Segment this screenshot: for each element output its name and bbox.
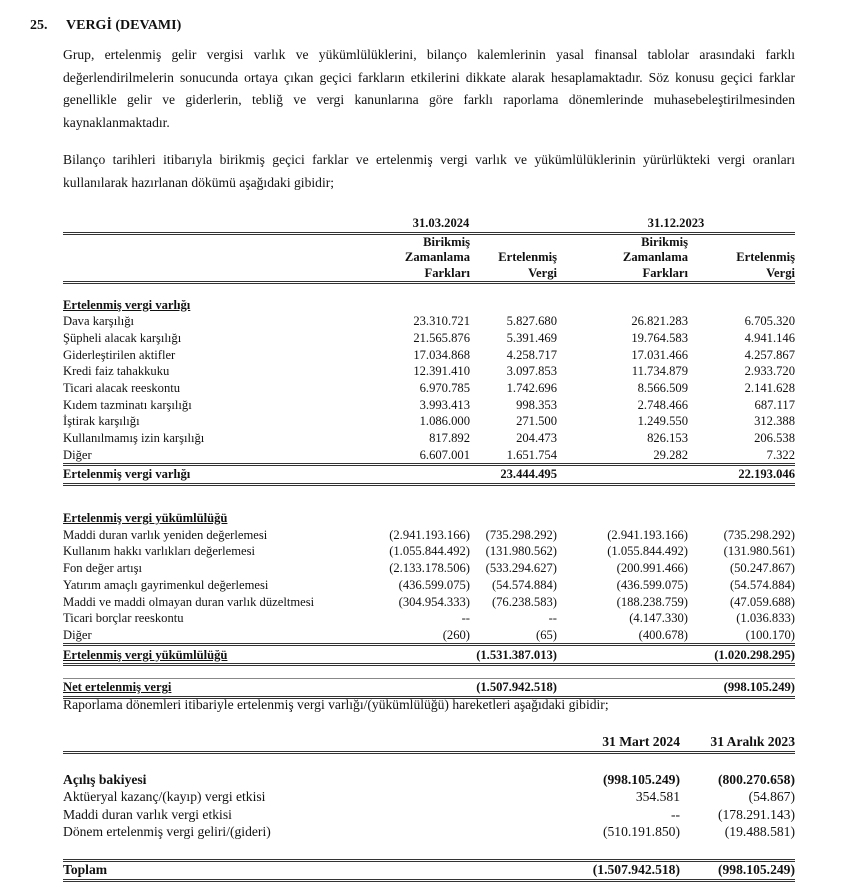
value-cell: 204.473 xyxy=(516,431,557,446)
value-cell: (76.238.583) xyxy=(491,594,557,609)
value-cell: 19.764.583 xyxy=(631,330,688,345)
value-cell: (200.991.466) xyxy=(616,561,688,576)
total-value xyxy=(325,645,470,665)
assets-section-title xyxy=(63,296,795,313)
column-header xyxy=(688,233,795,250)
column-header: Zamanlama xyxy=(622,250,688,265)
row-label: Diğer xyxy=(63,447,92,462)
value-cell: (436.599.075) xyxy=(398,577,470,592)
row-label: Dava karşılığı xyxy=(63,314,134,329)
row-label: Dönem ertelenmiş vergi geliri/(gideri) xyxy=(63,824,271,840)
row-label: Kıdem tazminatı karşılığı xyxy=(63,397,192,412)
table-row xyxy=(63,543,795,560)
blank-cell xyxy=(63,484,795,498)
value-cell: 2.141.628 xyxy=(744,380,795,395)
value-cell: 354.581 xyxy=(635,789,680,805)
row-label: Ticari alacak reeskontu xyxy=(63,380,181,395)
total-value xyxy=(557,465,688,485)
value-cell: 5.391.469 xyxy=(506,330,557,345)
value-cell: 4.258.717 xyxy=(506,347,557,362)
section-heading: VERGİ (DEVAMI) xyxy=(66,18,182,33)
liabilities-title: Ertelenmiş vergi yükümlülüğü xyxy=(63,511,228,526)
value-cell: 4.257.867 xyxy=(744,347,795,362)
value-cell: (4.147.330) xyxy=(629,611,688,626)
value-cell: 11.734.879 xyxy=(631,364,688,379)
table-row xyxy=(63,806,795,824)
total-value: 22.193.046 xyxy=(688,465,795,485)
row-label: Yatırım amaçlı gayrimenkul değerlemesi xyxy=(63,577,269,592)
row-label: Diğer xyxy=(63,627,92,642)
period-header: 31.03.2024 xyxy=(325,215,557,233)
blank-cell xyxy=(63,498,795,510)
value-cell: 817.892 xyxy=(429,431,470,446)
value-cell: (54.574.884) xyxy=(729,577,795,592)
table-row xyxy=(63,413,795,430)
value-cell: (178.291.143) xyxy=(717,806,795,822)
table-row xyxy=(63,577,795,594)
value-cell: 23.310.721 xyxy=(413,314,470,329)
value-cell: (47.059.688) xyxy=(729,594,795,609)
blank-cell xyxy=(63,215,325,233)
table-row xyxy=(63,560,795,577)
row-label: Aktüeryal kazanç/(kayıp) vergi etkisi xyxy=(63,789,266,805)
value-cell: (304.954.333) xyxy=(398,594,470,609)
value-cell: -- xyxy=(548,611,557,626)
table-row xyxy=(63,593,795,610)
value-cell: 17.034.868 xyxy=(413,347,470,362)
value-cell: (1.055.844.492) xyxy=(607,544,688,559)
spacer-row xyxy=(63,752,795,771)
column-header: Birikmiş xyxy=(641,234,688,249)
value-cell: (1.055.844.492) xyxy=(389,544,470,559)
liabilities-total-row xyxy=(63,645,795,665)
value-cell: (2.133.178.506) xyxy=(389,561,470,576)
value-cell: 4.941.146 xyxy=(744,330,795,345)
blank-cell xyxy=(63,841,795,860)
row-label: Açılış bakiyesi xyxy=(63,771,147,787)
movement-total-row xyxy=(63,860,795,881)
value-cell: (100.170) xyxy=(745,627,795,642)
column-header xyxy=(470,233,557,250)
value-cell: 998.353 xyxy=(516,397,557,412)
breakdown-paragraph: Bilanço tarihleri itibarıyla birikmiş geçici farklar ve ertelenmiş vergi varlık ve yükümlülüklerinin yürürlükteki vergi oranları kullanılarak hazırlanan dökümü aşağıdaki gibidir; xyxy=(63,152,795,190)
value-cell: (735.298.292) xyxy=(723,527,795,542)
value-cell: 26.821.283 xyxy=(631,314,688,329)
value-cell: 7.322 xyxy=(766,447,795,462)
row-label: Maddi ve maddi olmayan duran varlık düzeltmesi xyxy=(63,594,315,609)
blank-cell xyxy=(63,233,325,250)
net-label: Net ertelenmiş vergi xyxy=(63,678,325,697)
liabilities-section-title xyxy=(63,510,795,527)
spacer-row xyxy=(63,841,795,860)
deferred-tax-table xyxy=(63,215,795,699)
movement-paragraph: Raporlama dönemleri itibariyle ertelenmiş vergi varlığı/(yükümlülüğü) hareketleri aşağıdaki gibidir; xyxy=(63,697,609,712)
column-header: Farkları xyxy=(557,266,688,283)
value-cell: 6.705.320 xyxy=(744,314,795,329)
table-row xyxy=(63,396,795,413)
value-cell: -- xyxy=(670,806,680,822)
table-row xyxy=(63,610,795,627)
row-label: Giderleştirilen aktifler xyxy=(63,347,176,362)
table-row xyxy=(63,346,795,363)
value-cell: 17.031.466 xyxy=(631,347,688,362)
value-cell: (131.980.562) xyxy=(485,544,557,559)
blank-cell xyxy=(63,664,795,678)
blank-cell xyxy=(63,733,553,752)
column-header: Ertelenmiş xyxy=(736,250,795,265)
table-row xyxy=(63,363,795,380)
assets-total-row xyxy=(63,465,795,485)
blank-cell xyxy=(63,266,325,283)
column-header: Ertelenmiş xyxy=(498,250,557,265)
column-header: Farkları xyxy=(325,266,470,283)
table-row xyxy=(63,330,795,347)
value-cell: 12.391.410 xyxy=(413,364,470,379)
spacer-row xyxy=(63,484,795,498)
value-cell: 8.566.509 xyxy=(637,380,688,395)
blank-cell xyxy=(63,283,795,297)
spacer-row xyxy=(63,283,795,297)
value-cell: (188.238.759) xyxy=(616,594,688,609)
total-label: Ertelenmiş vergi varlığı xyxy=(63,465,325,485)
value-cell: (54.574.884) xyxy=(491,577,557,592)
value-cell: (2.941.193.166) xyxy=(389,527,470,542)
net-value: (998.105.249) xyxy=(688,678,795,697)
value-cell: -- xyxy=(461,611,470,626)
movement-table xyxy=(63,733,795,882)
row-label: Fon değer artışı xyxy=(63,561,143,576)
spacer-row xyxy=(63,664,795,678)
blank-cell xyxy=(63,752,795,771)
value-cell: 5.827.680 xyxy=(506,314,557,329)
value-cell: 687.117 xyxy=(754,397,795,412)
column-header: 31 Aralık 2023 xyxy=(680,733,795,752)
value-cell: 312.388 xyxy=(754,414,795,429)
column-header-row xyxy=(63,266,795,283)
value-cell: (260) xyxy=(442,627,470,642)
value-cell: (436.599.075) xyxy=(616,577,688,592)
value-cell: 206.538 xyxy=(754,431,795,446)
assets-title: Ertelenmiş vergi varlığı xyxy=(63,297,191,312)
total-value: (998.105.249) xyxy=(680,860,795,881)
value-cell: (54.867) xyxy=(748,789,795,805)
spacer-row xyxy=(63,498,795,510)
blank-cell xyxy=(63,250,325,266)
column-header: Vergi xyxy=(470,266,557,283)
value-cell: 1.249.550 xyxy=(637,414,688,429)
row-label: Şüpheli alacak karşılığı xyxy=(63,330,182,345)
value-cell: (533.294.627) xyxy=(485,561,557,576)
column-header-row xyxy=(63,233,795,250)
value-cell: (998.105.249) xyxy=(602,771,680,787)
total-label: Toplam xyxy=(63,860,553,881)
value-cell: (2.941.193.166) xyxy=(607,527,688,542)
value-cell: (510.191.850) xyxy=(602,824,680,840)
row-label: Kullanılmamış izin karşılığı xyxy=(63,431,205,446)
table-row xyxy=(63,446,795,464)
table-row xyxy=(63,824,795,842)
table-row xyxy=(63,789,795,807)
row-label: Kullanım hakkı varlıkları değerlemesi xyxy=(63,544,255,559)
value-cell: (131.980.561) xyxy=(723,544,795,559)
value-cell: 2.933.720 xyxy=(744,364,795,379)
period-header: 31.12.2023 xyxy=(557,215,795,233)
value-cell: (50.247.867) xyxy=(729,561,795,576)
total-label: Ertelenmiş vergi yükümlülüğü xyxy=(63,645,325,665)
column-header-row xyxy=(63,250,795,266)
row-label: Kredi faiz tahakkuku xyxy=(63,364,170,379)
value-cell: 6.607.001 xyxy=(419,447,470,462)
value-cell: 6.970.785 xyxy=(419,380,470,395)
total-value xyxy=(325,465,470,485)
total-value: (1.507.942.518) xyxy=(553,860,680,881)
table-row xyxy=(63,430,795,447)
table-row xyxy=(63,313,795,330)
table-row xyxy=(63,380,795,397)
value-cell: (800.270.658) xyxy=(717,771,795,787)
value-cell: 1.651.754 xyxy=(506,447,557,462)
row-label: Maddi duran varlık vergi etkisi xyxy=(63,806,232,822)
column-header: 31 Mart 2024 xyxy=(553,733,680,752)
row-label: Maddi duran varlık yeniden değerlemesi xyxy=(63,527,268,542)
value-cell: 2.748.466 xyxy=(637,397,688,412)
column-header: Zamanlama xyxy=(404,250,470,265)
value-cell: 21.565.876 xyxy=(413,330,470,345)
value-cell: 1.742.696 xyxy=(506,380,557,395)
period-header-row xyxy=(63,215,795,233)
intro-paragraph: Grup, ertelenmiş gelir vergisi varlık ve yükümlülüklerini, bilanço kalemlerinin yasal finansal tablolar arasındaki farklı değerlendirilmelerin sonucunda ortaya çıkan geçici farkların etkilerini dikkate alarak hesaplamaktadır. Söz konusu geçici farklar genellikle gelir ve giderlerin, tebliğ ve vergi kanunlarına göre farklı raporlama dönemlerinde muhasebeleştirilmesinden kaynaklanmaktadır. xyxy=(63,47,795,130)
column-header: Birikmiş xyxy=(423,234,470,249)
value-cell: 1.086.000 xyxy=(419,414,470,429)
total-value: 23.444.495 xyxy=(470,465,557,485)
section-title xyxy=(30,18,181,34)
value-cell: 3.097.853 xyxy=(506,364,557,379)
value-cell: 826.153 xyxy=(647,431,688,446)
total-value: (1.020.298.295) xyxy=(688,645,795,665)
total-value xyxy=(557,645,688,665)
table-row xyxy=(63,771,795,789)
value-cell: (19.488.581) xyxy=(724,824,795,840)
value-cell: (735.298.292) xyxy=(485,527,557,542)
row-label: Ticari borçlar reeskontu xyxy=(63,611,184,626)
movement-header-row xyxy=(63,733,795,752)
net-value: (1.507.942.518) xyxy=(470,678,557,697)
value-cell: 29.282 xyxy=(653,447,688,462)
column-header: Vergi xyxy=(688,266,795,283)
total-value: (1.531.387.013) xyxy=(470,645,557,665)
section-number: 25. xyxy=(30,18,48,33)
value-cell: 271.500 xyxy=(516,414,557,429)
value-cell: (1.036.833) xyxy=(736,611,795,626)
value-cell: (65) xyxy=(536,627,557,642)
value-cell: (400.678) xyxy=(638,627,688,642)
table-row xyxy=(63,526,795,543)
row-label: İştirak karşılığı xyxy=(63,414,140,429)
table-row xyxy=(63,627,795,645)
value-cell: 3.993.413 xyxy=(419,397,470,412)
